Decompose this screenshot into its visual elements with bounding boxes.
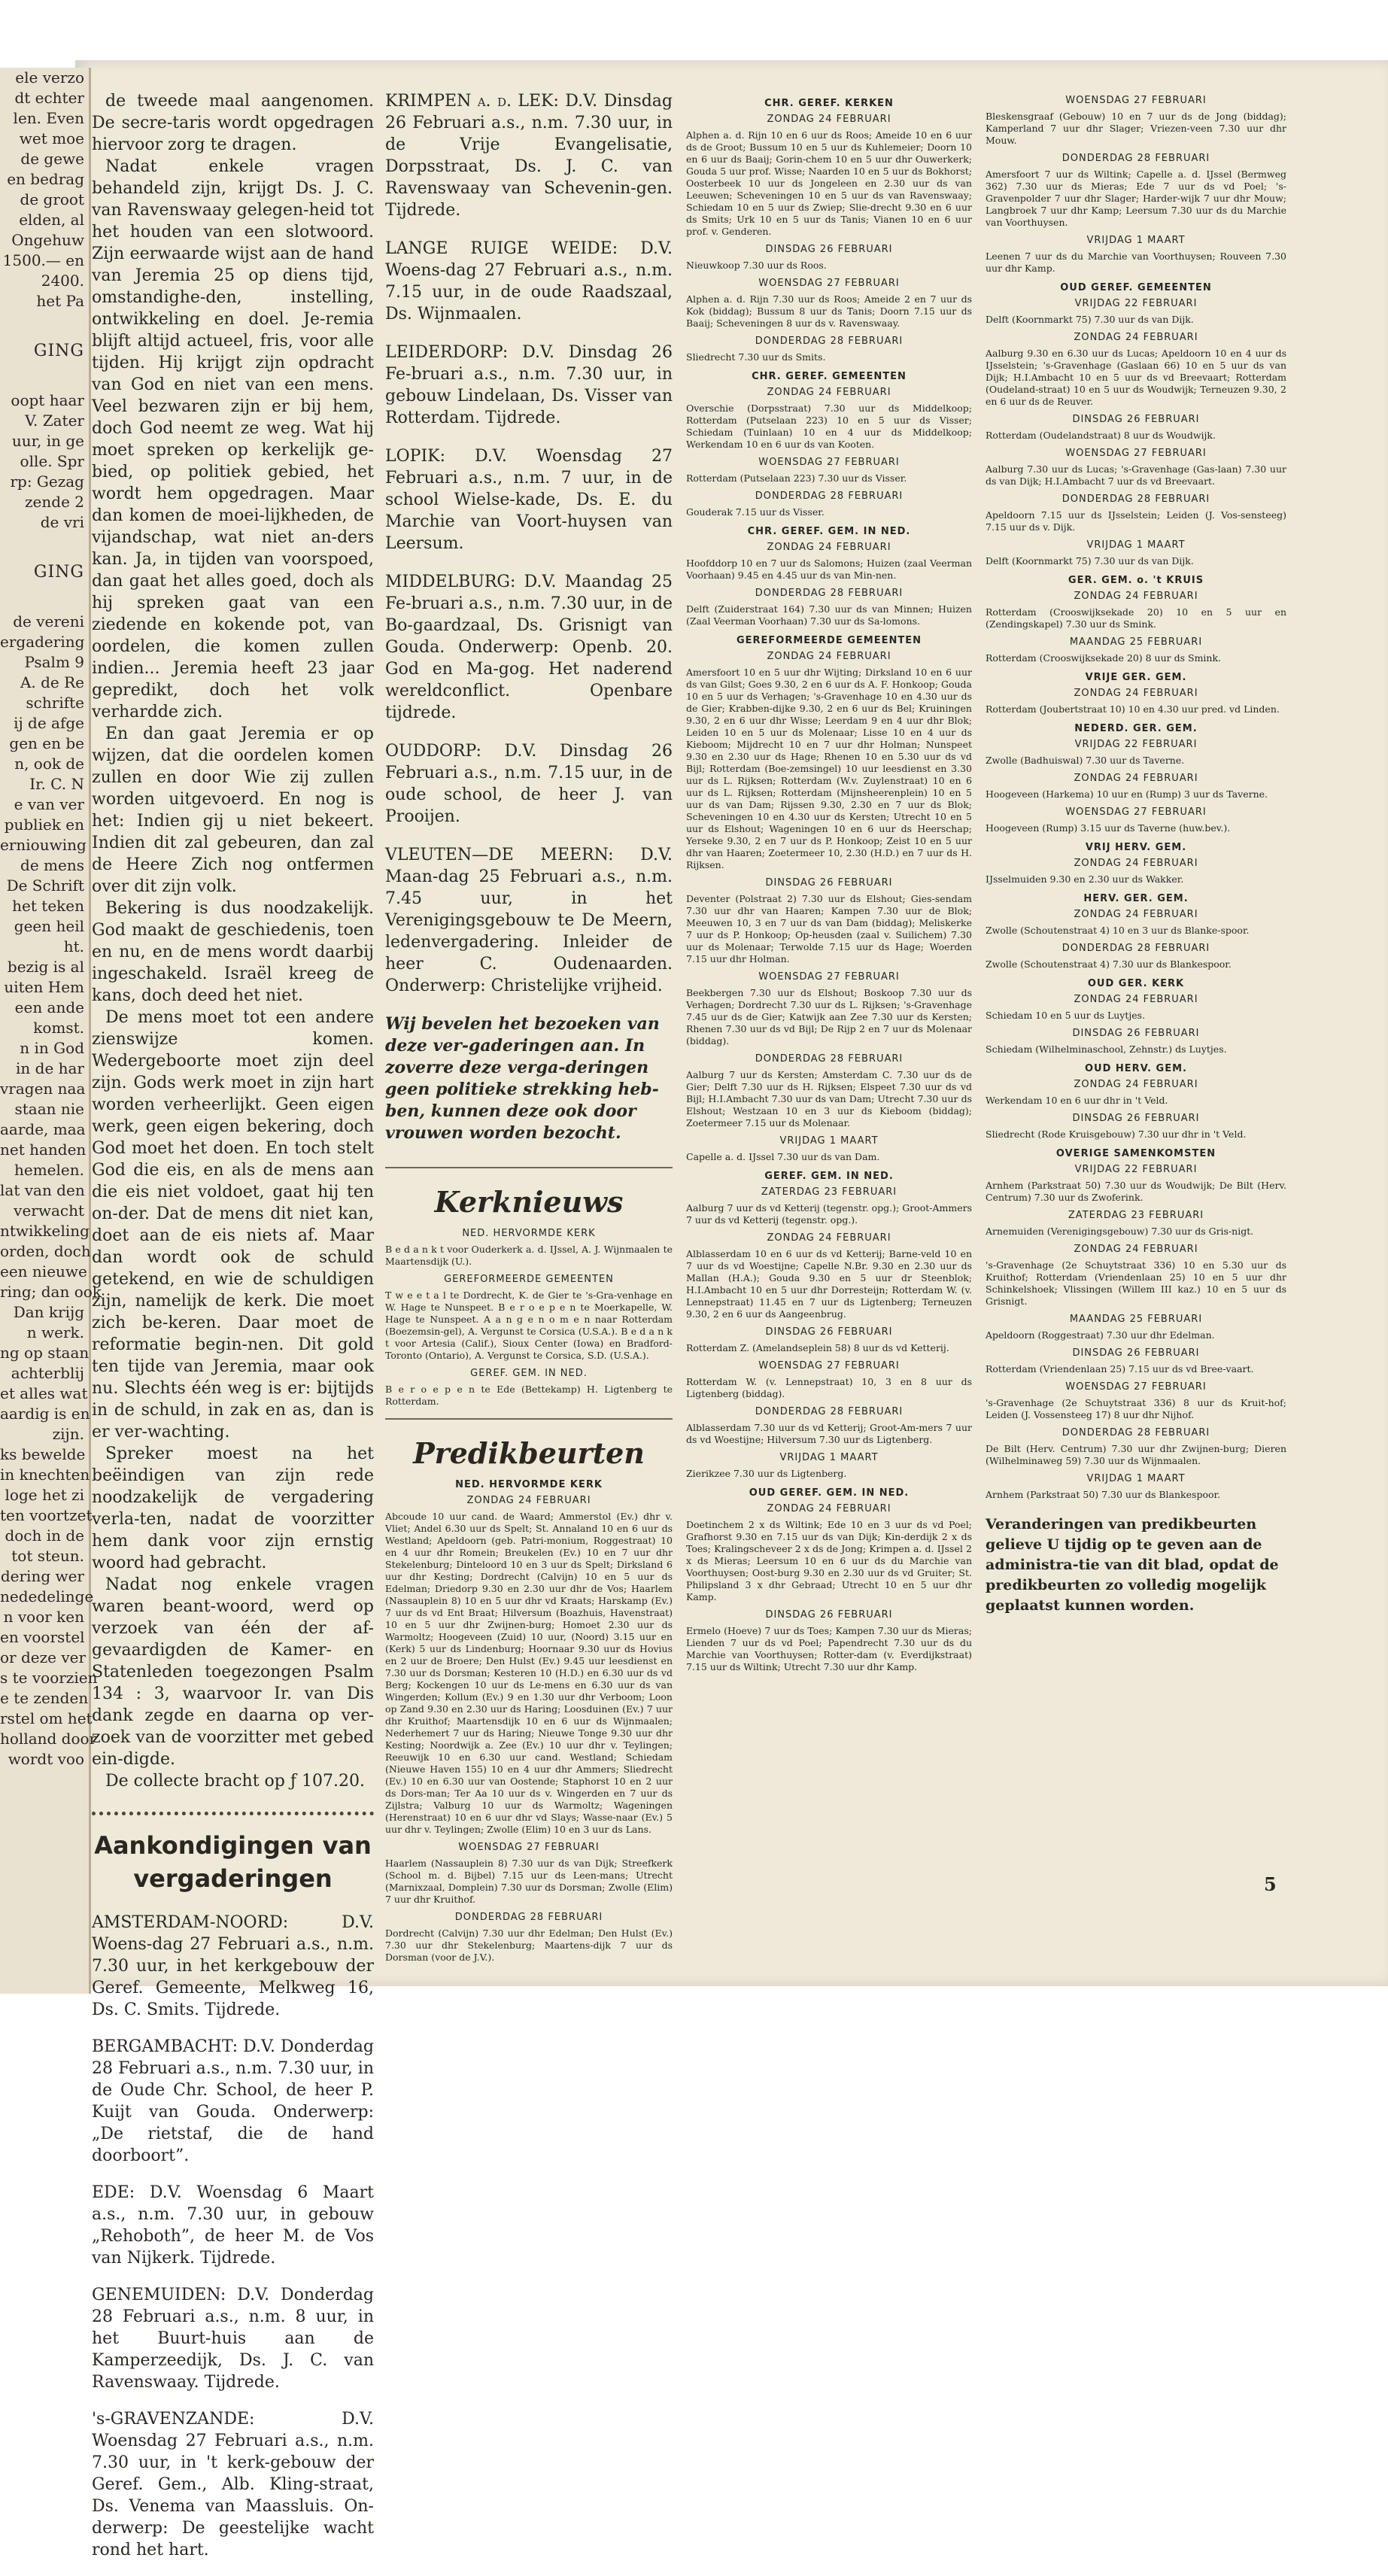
day-header: MAANDAG 25 FEBRUARI: [1069, 636, 1203, 648]
prev-page-line: in knechten: [0, 1466, 90, 1484]
service-list: Schiedam 10 en 5 uur ds Luytjes.: [986, 1010, 1146, 1021]
church-header: VRIJ HERV. GEM.: [1085, 842, 1187, 853]
service-list: Werkendam 10 en 6 uur dhr in 't Veld.: [986, 1095, 1168, 1106]
prev-page-line: lat van den: [0, 1181, 85, 1199]
article-paragraph: Nadat enkele vragen behandeld zijn, krijgt Ds. J. C. van Ravenswaay gelegen-heid tot het houden van een slotwoord. Zijn eerwaarde wijst aan de hand van Jeremia 25 op diens tijd, omstandighe-den, instelling, ontwikkeling en doel. Je-remia blijft altijd actueel, fris, voor alle tijden. Hij krijgt zijn opdracht van God en niet van een mens. Veel bezwaren zijn er bij hem, doch God neemt ze weg. Wat hij moet spreken op kerkelijk ge-bied, op politiek gebied, het wordt hem opgedragen. Maar dan komen de moei-lijkheden, de vijandschap, wat niet an-ders kan. Ja, in tijden van voorspoed, dan gaat het alles goed, doch als hij spreken gaat van een ziedende en kokende pot, van oordelen, die komen zullen indien... Jeremia heeft 23 jaar gepredikt, doch het volk verhardde zich.: [92, 157, 374, 721]
day-header: VRIJDAG 1 MAART: [1086, 1473, 1186, 1484]
prev-page-line: tot steun.: [11, 1547, 84, 1565]
church-header: CHR. GEREF. GEM. IN NED.: [747, 526, 911, 537]
prev-page-line: ntwikkeling: [0, 1222, 90, 1240]
service-list: Zwolle (Schoutenstraat 4) 10 en 3 uur ds Blanke-spoor.: [986, 925, 1250, 936]
prev-page-line: het Pa: [36, 292, 84, 310]
meeting-details: D.V. Maan-dag 25 Februari a.s., n.m. 7.45 uur, in het Verenigingsgebouw te De Meern, ledenvergadering. Inleider de heer C. Oudenaarden. Onderwerp: Christelijke vrijheid.: [385, 846, 673, 995]
prev-page-line: komst.: [33, 1019, 84, 1037]
prev-page-line: bezig is al: [7, 958, 84, 976]
service-list: Hoogeveen (Rump) 3.15 uur ds Taverne (huw.bev.).: [986, 822, 1231, 834]
prev-page-line: A. de Re: [20, 673, 84, 691]
day-header: WOENSDAG 27 FEBRUARI: [758, 971, 900, 983]
column-1: [92, 90, 374, 2576]
prev-page-line: geen heil: [14, 917, 84, 935]
service-list: Abcoude 10 uur cand. de Waard; Ammerstol (Ev.) dhr v. Vliet; Andel 6.30 uur ds Spelt; St. Annaland 10 en 6 uur ds Westland; Apeldoorn (geb. Patri-monium, Roggestraat) 10 en 4 uur dhr Romein; Breukelen (Ev.) 10 en 7 uur dhr Stekelenburg; Dinteloord 10 en 3 uur ds Spelt; Dirksland 6 uur dhr Kesting; Dordrecht (Calvijn) 10 en 5 uur ds Edelman; Driedorp 9.30 en 2.30 uur dhr de Vos; Haarlem (Nassauplein 8) 10 en 5 uur dhr vd Kraats; Harskamp (Ev.) 7 uur ds vd Ent Braat; Hilversum (Boazhuis, Havenstraat) 10 en 5 uur dhr Zwijnen-burg; Homoet 2.30 uur ds Warmoltz; Hoogeveen (Zuid) 10 uur, (Noord) 3.15 uur en (Kerk) 5 uur ds Lindenburg; Hoornaar 9.30 uur ds Hovius en 2 uur de Broere; Den Hulst (Ev.) 9.45 uur leesdienst en 7.30 uur ds Dorsman; Kesteren 10 (H.D.) en 6.30 uur ds vd Berg; Kockengen 10 uur ds Le-mens en 6.30 uur ds van Wingerden; Kollum (Ev.) 9 en 1.30 uur dhr Verboom; Loon op Zand 9.30 en 2.30 uur ds Haring; Loosduinen (Ev.) 7 uur dhr Kruithof; Maartensdijk 10 en 6 uur ds Wijnmaalen; Nederhemert 7 uur ds Haring; Nieuwe Tonge 9.30 uur dhr Kesting; Noordwijk a. Zee (Ev.) 10 uur dhr v. Teylingen; Reeuwijk 10 en 6.30 uur cand. Westland; Schiedam (Nieuwe Haven 155) 10 en 4 uur dhr Ammers; Sliedrecht (Ev.) 10 en 6.30 uur van Oostende; Staphorst 10 en 2 uur ds Dors-man; Ter Aa 10 uur ds v. Wingerden en 7 uur ds Zijlstra; Valburg 10 uur ds Warmoltz; Wageningen (Herenstraat) 10 en 6 uur dhr vd Slays; Wasse-naar (Ev.) 5 uur dhr v. Teylingen; Zwolle (Elim) 10 en 3 uur ds Lans.: [385, 1511, 673, 1835]
prev-page-line: in de har: [16, 1059, 84, 1077]
prev-page-line: publiek en: [4, 816, 84, 834]
service-list: Alphen a. d. Rijn 10 en 6 uur ds Roos; Ameide 10 en 6 uur ds de Groot; Bussum 10 en 5 uur ds Kuhlemeier; Doorn 10 en 6 uur ds Baaij; Gorin-chem 10 en 5 uur dhr Ouwerkerk; Gouda 5 uur prof. Wisse; Naarden 10 en 5 uur ds Bokhorst; Oosterbeek 10 uur ds Jongeleen en 2.30 uur ds van Leeuwen; Scheveningen 10 en 5 uur ds van Ravenswaay; Schiedam 10 en 5 uur ds Zwiep; Slie-drecht 9.30 en 6 uur ds Smits; Urk 10 en 5 uur ds Tanis; Vianen 10 en 6 uur prof. v. Genderen.: [686, 129, 972, 237]
prev-page-line: ks bewelde: [0, 1445, 86, 1463]
day-header: DONDERDAG 28 FEBRUARI: [755, 1406, 904, 1417]
day-header: WOENSDAG 27 FEBRUARI: [758, 278, 900, 289]
day-header: DONDERDAG 28 FEBRUARI: [1062, 494, 1210, 505]
day-header: DONDERDAG 28 FEBRUARI: [755, 588, 904, 599]
prev-page-line: rstel om het: [0, 1709, 93, 1727]
day-header: ZONDAG 24 FEBRUARI: [767, 542, 891, 553]
meeting-details: D.V. Dinsdag 26 Fe-bruari a.s., n.m. 7.30 uur, in gebouw Lindelaan, Ds. Visser van Rotterdam. Tijdrede.: [385, 343, 673, 427]
day-header: DINSDAG 26 FEBRUARI: [1072, 1028, 1200, 1039]
service-list: 's-Gravenhage (2e Schuytstraat 336) 10 en 5.30 uur ds Kruithof; Rotterdam (Vriendenlaan 25) 10 en 5 uur dhr Schinkelshoek; Vlissingen (Willem III kaz.) 10 en 5 uur ds Grisnigt.: [986, 1259, 1286, 1307]
prev-page-line: s te voorzien: [0, 1669, 98, 1687]
service-list: Alblasserdam 7.30 uur ds vd Ketterij; Groot-Am-mers 7 uur ds vd Woestijne; Hilversum 7.30 uur ds Ligtenberg.: [686, 1422, 972, 1445]
prev-page-line: rp: Gezag: [10, 472, 84, 491]
service-list: De Bilt (Herv. Centrum) 7.30 uur dhr Zwijnen-burg; Dieren (Wilhelminaweg 59) 7.30 uur ds Wijnmaalen.: [986, 1443, 1286, 1466]
service-list: Zierikzee 7.30 uur ds Ligtenberg.: [686, 1468, 847, 1479]
predikbeurten-title: Predikbeurten: [413, 1436, 645, 1470]
day-header: DINSDAG 26 FEBRUARI: [1072, 414, 1200, 425]
prev-page-line: doch in de: [5, 1526, 84, 1545]
service-list: Capelle a. d. IJssel 7.30 uur ds van Dam.: [686, 1151, 880, 1162]
prev-page-line: zende 2: [25, 493, 84, 511]
service-list: Dordrecht (Calvijn) 7.30 uur dhr Edelman; Den Hulst (Ev.) 7.30 uur dhr Stekelenburg; Maartens-dijk 7 uur ds Dorsman (voor de J.V.).: [385, 1927, 673, 1963]
day-header: ZATERDAG 23 FEBRUARI: [1068, 1210, 1204, 1221]
church-header: OUD GEREF. GEM. IN NED.: [749, 1487, 910, 1499]
service-list: Delft (Koornmarkt 75) 7.30 uur ds van Dijk.: [986, 314, 1194, 325]
prev-page-line: wordt voo: [8, 1750, 84, 1768]
prev-page-line: olle. Spr: [20, 452, 84, 470]
day-header: ZONDAG 24 FEBRUARI: [767, 114, 891, 125]
service-list: Alblasserdam 10 en 6 uur ds vd Ketterij; Barne-veld 10 en 7 uur ds vd Woestijne; Capelle N.Br. 9.30 en 2.30 uur ds Mallan (H.A.); Gouda 9.30 en 5 uur dr Steenblok; H.I.Ambacht 10 en 5 uur dhr Dorresteijn; Rotterdam W. (v. Lennepstraat) 11.45 en 7 uur ds Ligtenberg; Terneuzen 9.30, 2 en 6 uur ds Aangeenbrug.: [686, 1248, 972, 1320]
church-header: GER. GEM. o. 't KRUIS: [1068, 575, 1204, 586]
prev-page-line: ten voortzet: [0, 1506, 93, 1524]
day-header: ZONDAG 24 FEBRUARI: [1074, 994, 1198, 1005]
meeting-details: D.V. Maandag 25 Fe-bruari a.s., n.m. 7.30 uur, in de Bo-gaardzaal, Ds. Grisnigt van Gouda. Onderwerp: Openb. 20. God en Ma-gog. Het naderend wereldconflict. Openbare tijdrede.: [385, 573, 673, 722]
church-news: B e d a n k t voor Ouderkerk a. d. IJssel, A. J. Wijnmaalen te Maartensdijk (U.).: [385, 1244, 673, 1267]
service-list: Doetinchem 2 x ds Wiltink; Ede 10 en 3 uur ds vd Poel; Grafhorst 9.30 en 7.15 uur ds van Dijk; Kin-derdijk 2 x ds Toes; Kralingscheveer 2 x ds de Jong; Krimpen a. d. IJssel 2 x ds Mieras; Leersum 10 en 6 uur ds du Marchie van Voorthuysen; Oost-burg 9.30 en 2.30 uur ds vd Gruiter; St. Philipsland 3 x dhr Gebraad; Utrecht 10 en 5 uur dhr Kamp.: [686, 1519, 972, 1602]
day-header: WOENSDAG 27 FEBRUARI: [1065, 95, 1207, 106]
service-list: Beekbergen 7.30 uur ds Elshout; Boskoop 7.30 uur ds Verhagen; Dordrecht 7.30 uur ds L. Rijksen; 's-Gravenhage 7.45 uur ds de Gier; Katwijk aan Zee 7.30 uur ds Kersten; Rhenen 7.30 uur ds vd Bijl; De Rijp 2 en 7 uur ds Molenaar (biddag).: [686, 987, 972, 1046]
prev-page-line: ij de afge: [14, 714, 84, 732]
meeting-details: D.V. Dinsdag 26 Februari a.s., n.m. 7.15 uur, in de oude school, de heer J. van Prooijen.: [385, 742, 673, 826]
service-list: Amersfoort 7 uur ds Wiltink; Capelle a. d. IJssel (Bermweg 362) 7.30 uur ds Mieras; Ede 7 uur ds vd Poel; 's-Gravenpolder 7 uur dhr Slager; Harder-wijk 7 uur dhr Mouw; Langbroek 7 uur dhr Kamp; Leersum 7.30 uur ds du Marchie van Voorthuysen.: [986, 169, 1286, 228]
meeting-announcement: [385, 844, 673, 997]
day-header: DINSDAG 26 FEBRUARI: [765, 1326, 893, 1338]
prev-page-line: n, ook de: [14, 755, 84, 773]
meeting-announcement: [385, 342, 673, 429]
prev-page-line: een ande: [14, 998, 84, 1016]
service-list: Delft (Koornmarkt 75) 7.30 uur ds van Dijk.: [986, 555, 1194, 567]
meeting-place: LOPIK:: [385, 447, 445, 466]
kerknieuws-title: Kerknieuws: [434, 1185, 624, 1219]
service-list: Nieuwkoop 7.30 uur ds Roos.: [686, 260, 827, 271]
prev-page-line: nededelinge: [0, 1587, 94, 1605]
church-header: OUD HERV. GEM.: [1085, 1063, 1187, 1074]
prev-page-line: zijn.: [52, 1425, 84, 1443]
day-header: WOENSDAG 27 FEBRUARI: [1065, 448, 1207, 459]
prev-page-line: uiten Hem: [4, 978, 84, 996]
service-list: Rotterdam Z. (Amelandseplein 58) 8 uur ds vd Ketterij.: [686, 1342, 949, 1353]
church-header: VRIJE GER. GEM.: [1085, 672, 1187, 683]
prev-page-line: net handen: [0, 1141, 87, 1159]
service-list: Delft (Zuiderstraat 164) 7.30 uur ds van Minnen; Huizen (Zaal Veerman Voorhaan) 7.30 uur ds Sa-lomons.: [686, 603, 972, 627]
day-header: DINSDAG 26 FEBRUARI: [1072, 1113, 1200, 1124]
day-header: WOENSDAG 27 FEBRUARI: [1065, 1381, 1207, 1393]
day-header: DINSDAG 26 FEBRUARI: [765, 1609, 893, 1621]
prev-page-line: uur, in ge: [11, 432, 84, 450]
prev-page-line: het teken: [12, 897, 84, 915]
service-list: 's-Gravenhage (2e Schuytstraat 336) 8 uur ds Kruit-hof; Leiden (J. Vossensteeg 17) 8 uur dhr Nijhof.: [986, 1397, 1286, 1420]
prev-page-line: e van ver: [14, 795, 84, 813]
day-header: ZONDAG 24 FEBRUARI: [767, 651, 891, 662]
prev-page-line: wet moe: [19, 129, 84, 147]
previous-page-edge: [0, 68, 102, 1994]
meeting-announcement: [385, 740, 673, 828]
service-list: Rotterdam (Oudelandstraat) 8 uur ds Woudwijk.: [986, 430, 1216, 441]
day-header: DINSDAG 26 FEBRUARI: [1072, 1347, 1200, 1359]
day-header: DONDERDAG 28 FEBRUARI: [454, 1912, 603, 1923]
meeting-announcement: GENEMUIDEN: D.V. Donderdag 28 Februari a.s., n.m. 8 uur, in het Buurt-huis aan de Kamperzeedijk, Ds. J. C. van Ravenswaay. Tijdrede.: [92, 2286, 374, 2392]
prev-page-line: erniouwing: [0, 836, 87, 854]
visit-notice: Wij bevelen het bezoeken van deze ver-gaderingen aan. In zoverre deze verga-deringen geen politieke strekking heb-ben, kunnen deze ook door vrouwen worden bezocht.: [385, 1014, 660, 1143]
church-header: GEREFORMEERDE GEMEENTEN: [736, 635, 922, 646]
service-list: Aalburg 7.30 uur ds Lucas; 's-Gravenhage (Gas-laan) 7.30 uur ds van Dijk; H.I.Ambacht 7 uur ds vd Breevaart.: [986, 463, 1286, 487]
day-header: ZATERDAG 23 FEBRUARI: [761, 1186, 897, 1198]
article-paragraph: En dan gaat Jeremia er op wijzen, dat die oordelen komen zullen en door Wie zij zullen worden uitgevoerd. En nog is het: Indien gij u niet bekeert. Indien dit zal gebeuren, dan zal de Heere Zich nog ontfermen over dit zijn volk.: [92, 724, 374, 896]
prev-page-line: holland door: [0, 1730, 97, 1748]
prev-heading-2: GING: [33, 563, 84, 582]
service-list: Zwolle (Schoutenstraat 4) 7.30 uur ds Blankespoor.: [986, 958, 1232, 970]
day-header: DONDERDAG 28 FEBRUARI: [1062, 943, 1210, 954]
church-header: GEREF. GEM. IN NED.: [764, 1171, 894, 1182]
day-header: ZONDAG 24 FEBRUARI: [767, 387, 891, 398]
day-header: WOENSDAG 27 FEBRUARI: [758, 457, 900, 468]
day-header: VRIJDAG 1 MAART: [1086, 235, 1186, 246]
day-header: DONDERDAG 28 FEBRUARI: [755, 1053, 904, 1065]
prev-page-line: ng op staan: [0, 1344, 90, 1362]
church-header: NEDERD. GER. GEM.: [1074, 723, 1198, 734]
prev-page-line: ele verzo: [15, 68, 84, 87]
meeting-announcement: [385, 238, 673, 325]
day-header: VRIJDAG 1 MAART: [779, 1135, 879, 1147]
meeting-place: OUDDORP:: [385, 742, 481, 761]
prev-page-line: dt echter: [14, 89, 84, 107]
service-list: Sliedrecht (Rode Kruisgebouw) 7.30 uur dhr in 't Veld.: [986, 1129, 1247, 1140]
service-list: Rotterdam (Putselaan 223) 7.30 uur ds Visser.: [686, 472, 907, 484]
church-header: HERV. GER. GEM.: [1083, 893, 1189, 904]
day-header: ZONDAG 24 FEBRUARI: [1074, 1079, 1198, 1090]
service-list: Bleskensgraaf (Gebouw) 10 en 7 uur ds de Jong (biddag); Kamperland 7 uur dhr Slager; Vriezen-veen 7.30 uur dhr Mouw.: [986, 111, 1286, 146]
service-list: Rotterdam (Vriendenlaan 25) 7.15 uur ds vd Bree-vaart.: [986, 1363, 1254, 1375]
prev-page-line: 2400.: [41, 272, 84, 290]
prev-page-line: achterblij: [11, 1364, 84, 1382]
prev-page-line: aarde, maa: [0, 1120, 86, 1138]
day-header: ZONDAG 24 FEBRUARI: [1074, 858, 1198, 869]
meeting-details: D.V. Woens-dag 27 Februari a.s., n.m. 7.15 uur, in de oude Raadszaal, Ds. Wijnmaalen.: [385, 239, 673, 324]
prev-heading-1: GING: [33, 342, 84, 360]
church-news: T w e e t a l te Dordrecht, K. de Gier te 's-Gra-venhage en W. Hage te Nunspeet. B e r o e p e n te Moerkapelle, W. Hage te Nunspeet. A a n g e n o m e n naar Rotterdam (Boezemsin-gel), A. Vergunst te Corsica (U.S.A.). B e d a n k t voor Artesia (Calif.), Sioux Center (Iowa) en Bradford-Toronto (Ontario), A. Vergunst te Corsica, S.D. (U.S.A.).: [385, 1290, 673, 1361]
day-header: ZONDAG 24 FEBRUARI: [1074, 1244, 1198, 1255]
day-header: DINSDAG 26 FEBRUARI: [765, 877, 893, 889]
day-header: ZONDAG 24 FEBRUARI: [1074, 909, 1198, 920]
prev-page-line: Psalm 9: [24, 653, 84, 671]
prev-page-line: Ongehuw: [11, 231, 84, 249]
service-list: Zwolle (Badhuiswal) 7.30 uur ds Taverne.: [986, 755, 1185, 766]
church-header: NED. HERVORMDE KERK: [462, 1228, 596, 1239]
article-paragraph: De mens moet tot een andere zienswijze komen. Wedergeboorte moet zijn deel zijn. Gods werk moet in zijn hart worden verheerlijkt. Geen eigen werk, geen eigen bekering, doch God moet het doen. En toch stelt God die eis, en als de mens aan die eis niet voldoet, gaat hij ten on-der. Dat de mens dit niet kan, doet aan de eis niets af. Maar dan wordt ook de schuld getekend, en wie de schuldigen zijn, namelijk de kerk. Die moet zich be-keren. Daar moet de reformatie begin-nen. Dit gold ten tijde van Jeremia, maar ook nu. Slechts één weg is er: bijtijds in de schuld, in zak en as, dan is er ver-wachting.: [92, 1008, 374, 1441]
article-paragraph: Bekering is dus noodzakelijk. God maakt de geschiedenis, toen en nu, en de mens wordt daarbij ingeschakeld. Israël kreeg de kans, doch deed het niet.: [92, 899, 374, 1005]
service-list: Sliedrecht 7.30 uur ds Smits.: [686, 351, 826, 363]
church-header: CHR. GEREF. GEMEENTEN: [752, 371, 907, 382]
service-list: Apeldoorn 7.15 uur ds IJsselstein; Leiden (J. Vos-sensteeg) 7.15 uur ds v. Dijk.: [986, 509, 1286, 533]
church-news: B e r o e p e n te Ede (Bettekamp) H. Ligtenberg te Rotterdam.: [385, 1384, 673, 1407]
page-number: 5: [1264, 1873, 1277, 1895]
service-list: Rotterdam (Joubertstraat 10) 10 en 4.30 uur pred. vd Linden.: [986, 703, 1280, 715]
service-list: IJsselmuiden 9.30 en 2.30 uur ds Wakker.: [986, 873, 1184, 885]
service-list: Schiedam (Wilhelminaschool, Zehnstr.) ds Luytjes.: [986, 1043, 1227, 1055]
day-header: VRIJDAG 1 MAART: [1086, 539, 1186, 551]
prev-page-line: De Schrift: [6, 876, 84, 895]
day-header: VRIJDAG 22 FEBRUARI: [1074, 1164, 1198, 1175]
service-list: Alphen a. d. Rijn 7.30 uur ds Roos; Ameide 2 en 7 uur ds Kok (biddag); Bussum 8 uur ds Tanis; Doorn 7.15 uur ds Baaij; Scheveningen 8 uur ds v. Ravenswaay.: [686, 293, 972, 329]
service-list: Gouderak 7.15 uur ds Visser.: [686, 506, 825, 518]
meeting-announcement: [385, 90, 673, 221]
prev-page-line: en voorstel: [0, 1628, 85, 1646]
divider: [385, 1418, 673, 1420]
day-header: VRIJDAG 22 FEBRUARI: [1074, 298, 1198, 309]
service-list: Aalburg 7 uur ds Kersten; Amsterdam C. 7.30 uur ds de Gier; Delft 7.30 uur ds H. Rijksen; Elspeet 7.30 uur ds vd Bijl; H.I.Ambacht 7.30 uur ds van Dam; Utrecht 7.30 uur ds Elshout; Westzaan 10 en 3 uur ds Kieboom (biddag); Zoetermeer 7.15 uur ds Molenaar.: [686, 1069, 972, 1129]
prev-page-line: Ir. C. N: [29, 775, 84, 793]
meeting-announcement: [385, 445, 673, 554]
prev-page-line: staan nie: [14, 1100, 84, 1118]
day-header: DONDERDAG 28 FEBRUARI: [1062, 1427, 1210, 1438]
meeting-details: D.V. Dinsdag 26 Februari a.s., n.m. 7.30 uur, in de Vrije Evangelisatie, Dorpsstraat, Ds. J. C. van Ravenswaay van Schevenin-gen. Tijdrede.: [385, 92, 673, 220]
service-list: Aalburg 7 uur ds vd Ketterij (tegenstr. opg.); Groot-Ammers 7 uur ds vd Ketterij (tegenstr. opg.).: [686, 1202, 972, 1226]
prev-page-line: oopt haar: [11, 391, 84, 409]
day-header: WOENSDAG 27 FEBRUARI: [758, 1360, 900, 1372]
prev-page-line: orden, doch: [0, 1242, 91, 1260]
article-paragraph: Nadat nog enkele vragen waren beant-woord, werd op verzoek van één der af-gevaardigden de Kamer- en Statenleden toegezongen Psalm 134 : 3, waarvoor Ir. van Dis dank zegde en daarna op ver-zoek van de voorzitter met gebed ein-digde.: [92, 1575, 374, 1769]
church-header: OVERIGE SAMENKOMSTEN: [1055, 1148, 1216, 1159]
column-2: [385, 90, 673, 1970]
church-header: OUD GER. KERK: [1087, 978, 1185, 989]
day-header: ZONDAG 24 FEBRUARI: [1074, 688, 1198, 699]
meeting-announcement: [385, 571, 673, 724]
day-header: WOENSDAG 27 FEBRUARI: [458, 1842, 600, 1853]
meeting-announcement: 's-GRAVENZANDE: D.V. Woensdag 27 Februari a.s., n.m. 7.30 uur, in 't kerk-gebouw der Geref. Gem., Alb. Kling-straat, Ds. Venema van Maassluis. On-derwerp: De geestelijke wacht rond het hart.: [92, 2410, 374, 2559]
closing-notice: Veranderingen van predikbeurten gelieve U tijdig op te geven aan de administra-tie van dit blad, opdat de predikbeurten zo volledig mogelijk geplaatst kunnen worden.: [986, 1516, 1279, 1614]
divider: [385, 1167, 673, 1168]
day-header: MAANDAG 25 FEBRUARI: [1069, 1314, 1203, 1325]
prev-page-line: verwacht: [14, 1201, 84, 1220]
prev-page-line: n werk.: [26, 1323, 84, 1341]
prev-page-line: 1500.— en: [2, 251, 84, 269]
service-list: Hoofddorp 10 en 7 uur ds Salomons; Huizen (zaal Veerman Voorhaan) 9.45 en 4.45 uur ds van Min-nen.: [686, 557, 972, 581]
prev-page-line: loge het zi: [5, 1486, 84, 1504]
prev-page-line: de vereni: [13, 612, 84, 630]
prev-page-line: hemelen.: [14, 1161, 84, 1179]
meeting-announcement: EDE: D.V. Woensdag 6 Maart a.s., n.m. 7.30 uur, in gebouw „Rehoboth”, de heer M. de Vos van Nijkerk. Tijdrede.: [92, 2183, 374, 2268]
prev-page-line: e te zenden: [0, 1689, 89, 1707]
prev-page-line: elden, al: [19, 211, 84, 229]
meeting-announcement: BERGAMBACHT: D.V. Donderdag 28 Februari a.s., n.m. 7.30 uur, in de Oude Chr. School, de heer P. Kuijt van Gouda. Onderwerp: „De rietstaf, die de hand doorboort”.: [92, 2037, 374, 2165]
church-header: CHR. GEREF. KERKEN: [764, 98, 894, 109]
service-list: Leenen 7 uur ds du Marchie van Voorthuysen; Rouveen 7.30 uur dhr Kamp.: [986, 251, 1286, 274]
church-header: NED. HERVORMDE KERK: [455, 1479, 603, 1490]
service-list: Amersfoort 10 en 5 uur dhr Wijting; Dirksland 10 en 6 uur ds van Gilst; Goes 9.30, 2 en 6 uur ds A. F. Honkoop; Gouda 10 en 5 uur ds Verhagen; 's-Gravenhage 10 en 4.30 uur ds de Gier; Krabben-dijke 9.30, 2 en 6 uur ds Bel; Kruiningen 9.30, 2 en 6 uur dhr Wisse; Leerdam 9 en 4 uur dhr Blok; Leiden 10 en 5 uur ds Molenaar; Lisse 10 en 4 uur ds Kieboom; Mijdrecht 10 en 7 uur dhr Holman; Nunspeet 9.30 en 2.30 uur ds Hage; Rhenen 10 en 5.30 uur ds vd Bijl; Rotterdam (Boe-zemsingel) 10 uur leesdienst en 3.30 uur ds L. Rijksen; Rotterdam (W.v. Zuylenstraat) 10 en 6 uur ds L. Rijksen; Rotterdam (Mijnsheerenplein) 10 en 5 uur ds van Dam; Rijssen 9.30, 2.30 en 7 uur ds Blok; Scheveningen 10 en 4.30 uur ds Kersten; Utrecht 10 en 5 uur ds Elshout; Wageningen 10 en 6 uur ds Heerschap; Yerseke 9.30, 2 en 7 uur ds P. Honkoop; Zeist 10 en 5 uur dhr van Haaren; Zoetermeer 10, 2.30 (H.D.) en 7 uur ds H. Rijksen.: [686, 667, 972, 870]
prev-page-line: gen en be: [9, 734, 84, 752]
service-list: Ermelo (Hoeve) 7 uur ds Toes; Kampen 7.30 uur ds Mieras; Lienden 7 uur ds vd Poel; Papendrecht 7.30 uur ds du Marchie van Voorthuysen; Rotter-dam (v. Everdijkstraat) 7.15 uur ds Wiltink; Utrecht 7.30 uur dhr Kamp.: [686, 1625, 972, 1672]
day-header: VRIJDAG 1 MAART: [779, 1452, 879, 1463]
column-3: [686, 90, 972, 1679]
day-header: DONDERDAG 28 FEBRUARI: [755, 491, 904, 502]
service-list: Arnemuiden (Verenigingsgebouw) 7.30 uur ds Gris-nigt.: [986, 1226, 1254, 1237]
service-list: Arnhem (Parkstraat 50) 7.30 uur ds Blankespoor.: [986, 1489, 1221, 1500]
service-list: Apeldoorn (Roggestraat) 7.30 uur dhr Edelman.: [986, 1329, 1215, 1341]
prev-page-line: vragen naa: [0, 1080, 86, 1098]
service-list: Aalburg 9.30 en 6.30 uur ds Lucas; Apeldoorn 10 en 4 uur ds IJsselstein; 's-Gravenhage (Gaslaan 66) 10 en 5 uur ds van Dijk; H.I.Ambacht 10 en 5 uur ds vd Breevaart; Rotterdam (Oudeland-straat) 10 en 5 uur ds Woudwijk; Terneuzen 9.30, 2 en 6 uur ds de Reuver.: [986, 348, 1286, 407]
service-list: Overschie (Dorpsstraat) 7.30 uur ds Middelkoop; Rotterdam (Putselaan 223) 10 en 5 uur ds Visser; Schiedam (Tuinlaan) 10 en 4 uur ds Middelkoop; Werkendam 10 en 6 uur ds van Kooten.: [686, 402, 972, 450]
meeting-announcement: AMSTERDAM-NOORD: D.V. Woens-dag 27 Februari a.s., n.m. 7.30 uur, in het kerkgebouw der Geref. Gemeente, Melkweg 16, Ds. C. Smits. Tijdrede.: [92, 1913, 374, 2019]
meeting-place: KRIMPEN a. d. LEK:: [385, 92, 559, 111]
meeting-place: LANGE RUIGE WEIDE:: [385, 239, 618, 258]
service-list: Rotterdam W. (v. Lennepstraat) 10, 3 en 8 uur ds Ligtenberg (biddag).: [686, 1376, 972, 1399]
day-header: VRIJDAG 22 FEBRUARI: [1074, 739, 1198, 750]
service-list: Rotterdam (Crooswijksekade 20) 10 en 5 uur en (Zendingskapel) 7.30 uur ds Smink.: [986, 606, 1286, 630]
prev-page-line: n in God: [20, 1039, 84, 1057]
church-header: OUD GEREF. GEMEENTEN: [1060, 282, 1212, 293]
prev-page-line: ring; dan ook: [0, 1283, 102, 1301]
meeting-place: LEIDERDORP:: [385, 343, 509, 362]
column-4: [986, 90, 1286, 1630]
day-header: ZONDAG 24 FEBRUARI: [767, 1232, 891, 1244]
prev-page-line: de mens: [20, 856, 84, 874]
prev-page-line: n voor ken: [3, 1608, 84, 1626]
prev-page-line: et alles wat: [0, 1384, 88, 1402]
meeting-place: VLEUTEN—DE MEERN:: [385, 846, 614, 864]
church-header: GEREFORMEERDE GEMEENTEN: [444, 1274, 614, 1285]
dotted-divider: [92, 1812, 374, 1815]
prev-page-line: een nieuwe: [0, 1262, 87, 1280]
meeting-details: D.V. Woensdag 27 Februari a.s., n.m. 7 uur, in de school Wielse-kade, Ds. E. du Marchie van Voort-huysen van Leersum.: [385, 447, 673, 553]
service-list: Haarlem (Nassauplein 8) 7.30 uur ds van Dijk; Streefkerk (School m. d. Bijbel) 7.15 uur ds Leen-mans; Utrecht (Marnixzaal, Domplein) 7.30 uur ds Dorsman; Zwolle (Elim) 7 uur dhr Kruithof.: [385, 1858, 673, 1905]
prev-page-line: ht.: [63, 937, 84, 955]
day-header: WOENSDAG 27 FEBRUARI: [1065, 807, 1207, 818]
day-header: DONDERDAG 28 FEBRUARI: [1062, 153, 1210, 164]
prev-page-line: dering wer: [0, 1567, 84, 1585]
prev-page-line: en bedrag: [7, 170, 84, 188]
day-header: DONDERDAG 28 FEBRUARI: [755, 336, 904, 347]
announcements-title: Aankondigingen van vergaderingen: [94, 1831, 372, 1893]
prev-page-line: aardig is en: [0, 1405, 90, 1423]
service-list: Hoogeveen (Harkema) 10 uur en (Rump) 3 uur ds Taverne.: [986, 788, 1268, 800]
prev-page-line: de vri: [40, 513, 84, 531]
church-header: GEREF. GEM. IN NED.: [470, 1368, 588, 1379]
prev-page-line: de groot: [20, 190, 84, 208]
article-paragraph: de tweede maal aangenomen. De secre-taris wordt opgedragen hiervoor zorg te dragen.: [92, 92, 374, 154]
prev-page-line: len. Even: [13, 109, 84, 127]
day-header: ZONDAG 24 FEBRUARI: [466, 1495, 591, 1506]
prev-page-line: Dan krijg: [13, 1303, 84, 1321]
day-header: ZONDAG 24 FEBRUARI: [767, 1503, 891, 1514]
service-list: Arnhem (Parkstraat 50) 7.30 uur ds Woudwijk; De Bilt (Herv. Centrum) 7.30 uur ds Zwoferink.: [986, 1180, 1286, 1203]
prev-page-line: de gewe: [20, 150, 84, 168]
day-header: ZONDAG 24 FEBRUARI: [1074, 591, 1198, 602]
meeting-place: MIDDELBURG:: [385, 573, 516, 591]
article-paragraph: De collecte bracht op ƒ 107.20.: [105, 1772, 365, 1791]
article-paragraph: Spreker moest na het beëindigen van zijn rede noodzakelijk de vergadering verla-ten, nadat de voorzitter hem dank voor zijn ernstig woord had gebracht.: [92, 1444, 374, 1572]
prev-page-line: V. Zater: [25, 412, 84, 430]
day-header: ZONDAG 24 FEBRUARI: [1074, 773, 1198, 784]
day-header: DINSDAG 26 FEBRUARI: [765, 244, 893, 255]
prev-page-line: schrifte: [26, 694, 84, 712]
service-list: Deventer (Polstraat 2) 7.30 uur ds Elshout; Gies-sendam 7.30 uur dhr van Haaren; Kampen 7.30 uur de Blok; Meeuwen 10, 3 en 7 uur ds van Dam (biddag); Meliskerke 7 uur ds P. Honkoop; Op-heusden (zaal v. Suilichem) 7.30 uur ds Molenaar; Terwolde 7.15 uur ds Hage; Woerden 7.15 uur dhr Holman.: [686, 893, 972, 964]
prev-page-line: ergadering: [0, 633, 85, 651]
service-list: Rotterdam (Crooswijksekade 20) 8 uur ds Smink.: [986, 652, 1222, 664]
day-header: ZONDAG 24 FEBRUARI: [1074, 332, 1198, 343]
prev-page-line: or deze ver: [0, 1648, 87, 1666]
